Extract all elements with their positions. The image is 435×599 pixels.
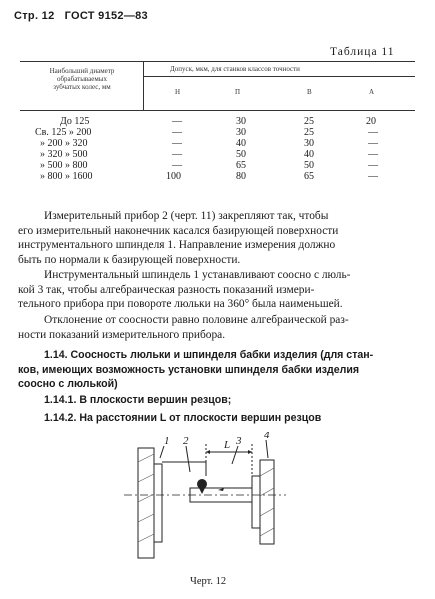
paragraph-3 [18, 313, 418, 342]
text-line: 1.14. Соосность люльки и шпинделя бабки изделия (для стан- [44, 349, 374, 361]
cell: — [368, 138, 378, 149]
cell: — [172, 138, 182, 149]
table-header-rule [20, 110, 415, 111]
row-range: До 125 [60, 116, 90, 127]
cell: — [172, 116, 182, 127]
cell: 20 [366, 116, 376, 127]
text-line: инструментального шпинделя 1. Направление измерения должно [18, 239, 336, 251]
label-4: 4 [264, 432, 270, 441]
text-line: соосно с люлькой) [18, 378, 118, 390]
left-header-line: зубчатых колес, мм [53, 83, 111, 91]
cell: 100 [166, 171, 181, 182]
cell: 40 [304, 149, 314, 160]
indicator-tip-icon [199, 488, 205, 494]
row-range: » 500 » 800 [40, 160, 88, 171]
leader-3 [232, 446, 238, 464]
text-line: Измерительный прибор 2 (черт. 11) закрепляют так, чтобы [44, 210, 329, 222]
cell: 30 [236, 127, 246, 138]
text-line: Отклонение от соосности равно половине алгебраической раз- [44, 314, 349, 326]
row-range: » 320 » 500 [40, 149, 88, 160]
left-header [32, 67, 132, 91]
cell: 65 [304, 171, 314, 182]
cradle-plate [138, 448, 154, 558]
col-header: П [235, 88, 241, 96]
label-1: 1 [164, 435, 170, 447]
row-range: » 800 » 1600 [40, 171, 93, 182]
cell: 65 [236, 160, 246, 171]
table-caption: Таблица 11 [330, 46, 395, 58]
paragraph-2 [18, 268, 418, 312]
col-header: В [307, 88, 312, 96]
section-1-14 [18, 348, 423, 392]
workhead-plate [260, 460, 274, 544]
cell: 25 [304, 116, 314, 127]
left-header-line: обрабатываемых [57, 75, 107, 83]
text-line: Инструментальный шпиндель 1 устанавливают соосно с люль- [44, 269, 351, 281]
cell: — [172, 149, 182, 160]
text-line: ности показаний измерительного прибора. [18, 328, 226, 341]
paragraph-1 [18, 209, 418, 267]
cell: 30 [236, 116, 246, 127]
workhead-hub [252, 476, 260, 528]
cradle-hub [154, 464, 162, 542]
row-range: » 200 » 320 [40, 138, 88, 149]
group-header: Допуск, мкм, для станков классов точности [170, 65, 300, 73]
text-line: ков, имеющих возможность установки шпинделя бабки изделия [18, 363, 360, 376]
col-header: А [369, 88, 375, 96]
text-line: тельного прибора при повороте люльки на 360° была наименьшей. [18, 298, 343, 310]
cell: — [172, 160, 182, 171]
cell: — [368, 149, 378, 160]
label-3: 3 [236, 435, 242, 447]
page-header [14, 10, 148, 22]
table-vertical-rule [143, 61, 144, 111]
cell: 25 [304, 127, 314, 138]
cell: 50 [236, 149, 246, 160]
standard-code: ГОСТ 9152—83 [64, 10, 148, 22]
text-line: быть по нормали к базирующей поверхности. [18, 253, 241, 266]
col-header: Н [175, 88, 181, 96]
label-2: 2 [183, 435, 189, 447]
cell: 50 [304, 160, 314, 171]
cell: 30 [304, 138, 314, 149]
dial-indicator-icon [197, 479, 207, 489]
cell: 80 [236, 171, 246, 182]
cell: 40 [236, 138, 246, 149]
leader-2 [186, 446, 190, 472]
leader-1 [160, 446, 164, 458]
cell: — [368, 160, 378, 171]
section-1-14-2: 1.14.2. На расстоянии L от плоскости вершин резцов [44, 412, 322, 424]
cell: — [368, 127, 378, 138]
row-range: Св. 125 » 200 [35, 127, 92, 138]
figure-caption: Черт. 12 [190, 576, 227, 587]
page-number: Стр. 12 [14, 10, 55, 22]
figure-12-diagram [120, 432, 290, 567]
left-header-line: Наибольший диаметр [49, 67, 115, 75]
table-top-rule [20, 61, 415, 62]
leader-4 [266, 440, 268, 458]
text-line: его измерительный наконечник касался базирующей поверхности [18, 224, 339, 237]
cell: — [368, 171, 378, 182]
text-line: кой 3 так, чтобы алгебраическая разность показаний измери- [18, 283, 315, 296]
table-group-rule [143, 76, 415, 77]
label-L: L [224, 439, 231, 451]
cell: — [172, 127, 182, 138]
section-1-14-1: 1.14.1. В плоскости вершин резцов; [44, 394, 232, 406]
